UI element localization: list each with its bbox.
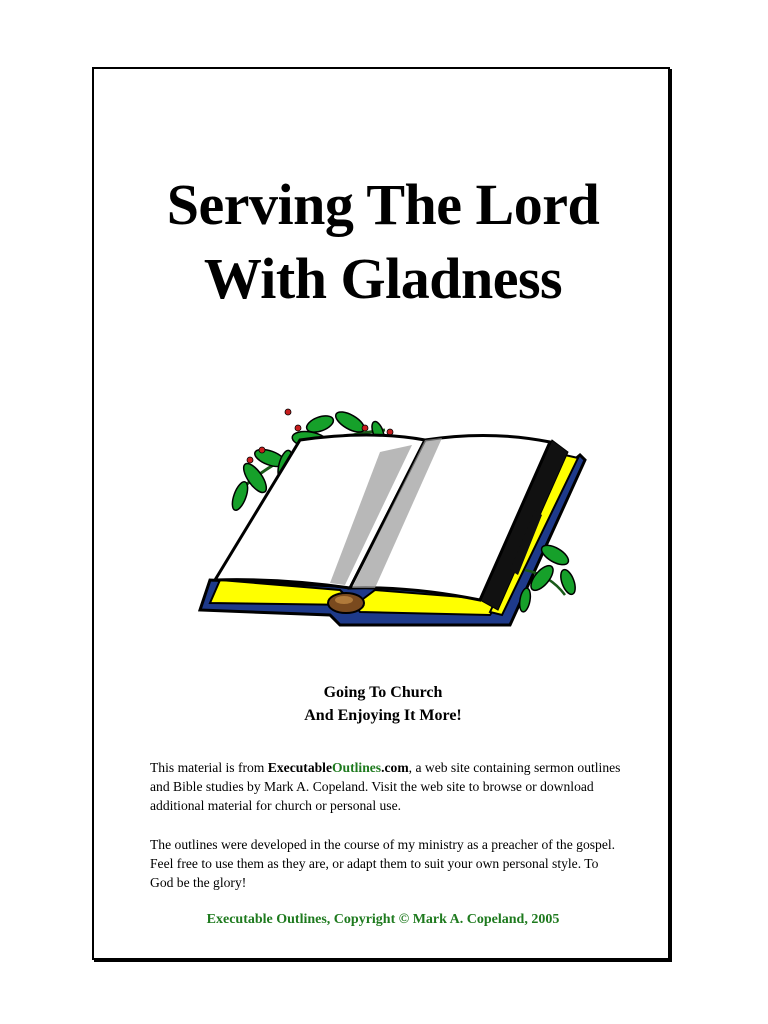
page-title: [92, 168, 674, 316]
brand-part-2: Outlines: [331, 760, 382, 775]
open-bible-with-olive-branch-icon: [180, 400, 590, 635]
title-line-1: Serving The Lord: [166, 172, 600, 237]
source-paragraph: [150, 758, 625, 815]
source-prefix: This material is from: [150, 760, 268, 775]
source-rest: , a web site containing sermon outlines and Bible studies by Mark A. Copeland. Visit the web site to browse or download additional material for church or personal use.: [150, 760, 621, 813]
brand-link[interactable]: [268, 760, 409, 775]
brand-part-3: .com: [381, 760, 409, 775]
subtitle-line-2: And Enjoying It More!: [304, 707, 462, 724]
ministry-paragraph: The outlines were developed in the course of my ministry as a preacher of the gospel. Feel free to use them as they are, or adapt them to suit your own personal style. To God be the glory!: [150, 837, 616, 890]
copyright-notice: Executable Outlines, Copyright © Mark A. Copeland, 2005: [206, 912, 560, 927]
subtitle-line-1: Going To Church: [323, 684, 443, 701]
subtitle: [92, 681, 674, 727]
brand-part-1: Executable: [267, 760, 332, 775]
title-line-2: With Gladness: [203, 246, 563, 311]
